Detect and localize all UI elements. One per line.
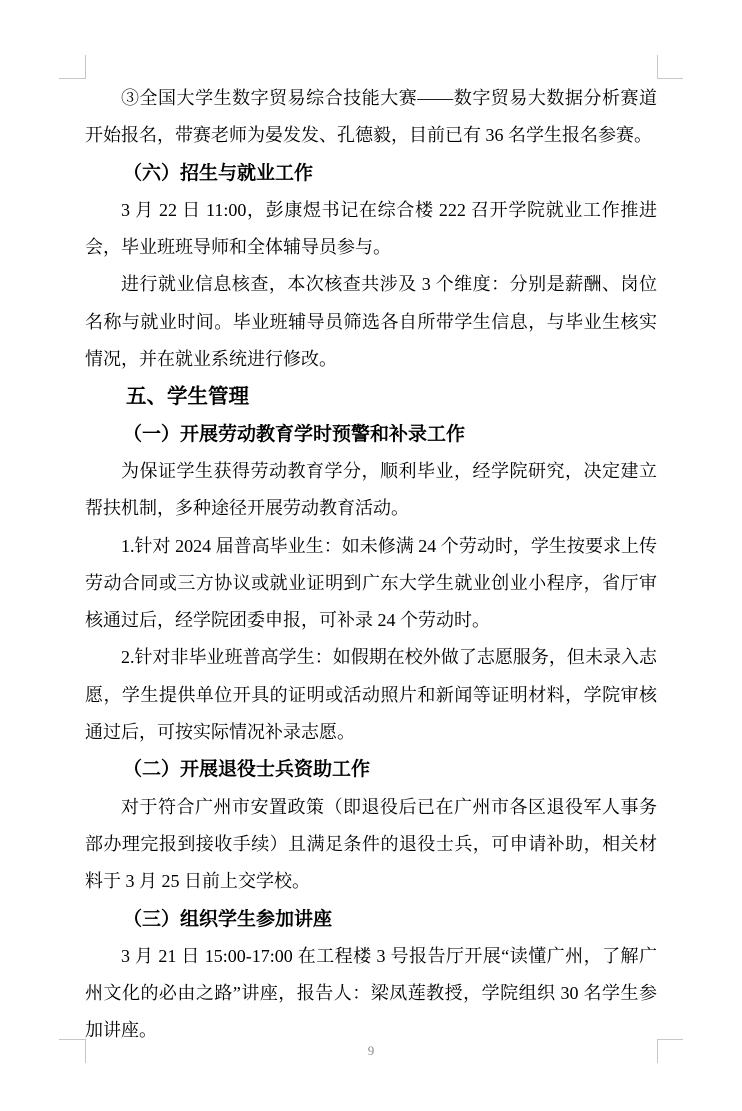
document-body — [85, 80, 657, 1050]
section-heading: （三）组织学生参加讲座 — [123, 908, 333, 930]
paragraph: ③全国大学生数字贸易综合技能大赛——数字贸易大数据分析赛道开始报名，带赛老师为晏发发、孔德毅，目前已有 36 名学生报名参赛。 — [85, 88, 657, 146]
paragraph: 2.针对非毕业班普高学生：如假期在校外做了志愿服务，但未录入志愿，学生提供单位开具的证明或活动照片和新闻等证明材料，学院审核通过后，可按实际情况补录志愿。 — [85, 647, 657, 743]
paragraph: 1.针对 2024 届普高毕业生：如未修满 24 个劳动时，学生按要求上传劳动合同或三方协议或就业证明到广东大学生就业创业小程序，省厅审核通过后，经学院团委申报，可补录 24 个劳动时。 — [85, 535, 657, 631]
margin-corner-mark-top-left — [59, 55, 86, 79]
section-heading: （一）开展劳动教育学时预警和补录工作 — [123, 423, 466, 445]
paragraph: 为保证学生获得劳动教育学分，顺利毕业，经学院研究，决定建立帮扶机制，多种途径开展劳动教育活动。 — [85, 460, 657, 519]
page-number: 9 — [367, 1043, 375, 1058]
section-heading: （二）开展退役士兵资助工作 — [123, 759, 371, 781]
paragraph: 对于符合广州市安置政策（即退役后已在广州市各区退役军人事务部办理完报到接收手续）且满足条件的退役士兵，可申请补助，相关材料于 3 月 25 日前上交学校。 — [85, 796, 657, 892]
section-heading: （六）招生与就业工作 — [123, 162, 314, 184]
margin-corner-mark-top-right — [657, 55, 683, 79]
paragraph: 进行就业信息核查，本次核查共涉及 3 个维度：分别是薪酬、岗位名称与就业时间。毕业班辅导员筛选各自所带学生信息，与毕业生核实情况，并在就业系统进行修改。 — [85, 274, 657, 370]
chapter-heading: 五、学生管理 — [126, 385, 249, 409]
paragraph: 3 月 22 日 11:00，彭康煜书记在综合楼 222 召开学院就业工作推进会，毕业班班导师和全体辅导员参与。 — [85, 199, 657, 258]
paragraph: 3 月 21 日 15:00-17:00 在工程楼 3 号报告厅开展“读懂广州，了解广州文化的必由之路”讲座，报告人：梁凤莲教授，学院组织 30 名学生参加讲座。 — [85, 945, 657, 1041]
